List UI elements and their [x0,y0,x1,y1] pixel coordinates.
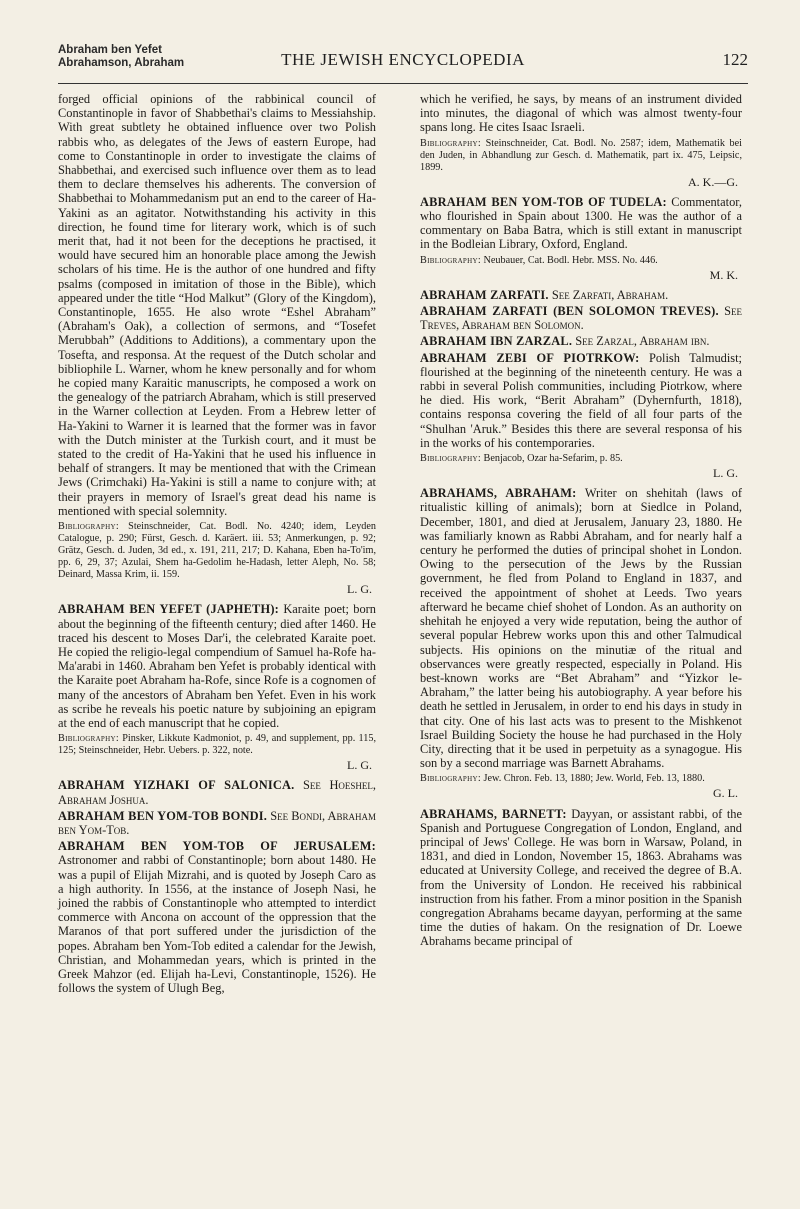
cross-reference[interactable]: See Treves, Abraham ben Solomon. [420,304,743,333]
entry-body: Polish Talmudist; flourished at the beginning of the nineteenth century. He was a rabbi in several Polish communities, including Piotrkow, where he died. His work, “Berit Abraham” (Dyhernfurth, 1818), contains responsa covering the field of all four parts of the “Shulhan 'Aruk.” Besides this there are several responsa of his in the works of his contemporaries. [420,350,742,450]
entry-abraham-zarfati [420,288,742,302]
author-initials: L. G. [713,466,738,481]
author-initials: M. K. [709,267,738,282]
entry-headword: ABRAHAM BEN YOM-TOB OF TUDELA: [420,194,667,209]
right-column [420,92,742,951]
bibliography-label: Bibliography: [420,254,481,266]
left-column [58,92,376,997]
entry-headword: ABRAHAM BEN YOM-TOB OF JERUSALEM: [58,839,376,854]
bibliography-label: Bibliography: [420,453,481,465]
entry-body: Commentator, who flourished in Spain about 1300. He was the author of a commentary on Baba Batra, which is still extant in manuscript in the Bodleian Library, Oxford, England. [420,194,742,252]
bibliography [420,138,742,174]
bibliography-label: Bibliography: [58,733,119,745]
cross-reference[interactable]: See Zarfati, Abraham. [551,287,669,302]
entry-headword: ABRAHAM BEN YEFET (JAPHETH): [58,602,280,617]
author-initials: G. L. [713,786,738,801]
bibliography [420,773,742,785]
entry-abrahams-barnett [420,807,742,949]
page-number: 122 [722,50,748,69]
cross-reference[interactable]: See Zarzal, Abraham ibn. [575,334,710,349]
entry-abraham-zarfati-treves [420,304,742,332]
entry-headword: ABRAHAM YIZHAKI OF SALONICA. [58,778,295,793]
cross-reference[interactable]: See Hoeshel, Abraham Joshua. [58,778,376,807]
cross-reference[interactable]: See Bondi, Abraham ben Yom-Tob. [58,808,376,837]
entry-continuation [420,92,742,189]
entry-headword: ABRAHAM ZARFATI. [420,287,549,302]
entry-abraham-zebi-of-piotrkow [420,351,742,481]
bibliography-label: Bibliography: [420,137,481,149]
bibliography-label: Bibliography: [58,521,119,533]
publication-title: THE JEWISH ENCYCLOPEDIA [281,50,525,69]
bibliography-text: Neubauer, Cat. Bodl. Hebr. MSS. No. 446. [483,254,658,266]
entry-body: Dayyan, or assistant rabbi, of the Spanish and Portuguese Congregation of London, England, and principal of Jews' College. He was born in Warsaw, Poland, in 1831, and died in London, November 15, 1863. Abrahams was educated at University College, and received the degree of B.A. from the University of London. He received his rabbinical instruction from his father. From a minor position in the Spanish congregation Abrahams became dayyan, performing at the same time the duties of hakam. On the resignation of Dr. Loewe Abrahams became principal of [420,806,742,949]
bibliography [58,521,376,581]
entry-abraham-ben-yom-tob-of-jerusalem [58,839,376,995]
entry-headword: ABRAHAMS, BARNETT: [420,806,567,821]
entry-abrahams-abraham [420,486,742,800]
entry-abraham-ibn-zarzal [420,334,742,348]
entry-abraham-ben-yom-tob-of-tudela [420,195,742,282]
header-rule [58,83,748,84]
entry-body: forged official opinions of the rabbinical council of Constantinople in favor of Shabbethai's claims to Messiahship. With great subtlety he obtained influence over two Polish rabbis who, as delegates of the Jews of eastern Europe, had come to Constantinople in order to investigate the claims of Shabbethai, and exercised such influence over them as to lead them to declare themselves his adherents. The conversion of Shabbethai to Mohammedanism put an end to the career of Ha-Yakini as an agitator. Notwithstanding his activity in this direction, he found time for literary work, which is of such merit that, had it not been for the deceptions he practised, it would have secured him an honorable place among the Jewish scholars of his time. He is the author of one hundred and fifty psalms (composed in imitation of those in the Bible), which appeared under the title “Hod Malkut” (Glory of the Kingdom), Constantinople, 1655. He also wrote “Eshel Abraham” (Abraham's Oak), a collection of sermons, and “Tosefet Merubbah” (Additions to Additions), a commentary upon the Tosefta, and responsa. At the request of the Dutch scholar and bibliophile L. Warner, whom he knew personally and for whom he copied many Karaitic manuscripts, he composed a work on the genealogy of the patriarch Abraham, which is still preserved in the Warner collection at Leyden. From a Hebrew letter of Ha-Yakini to Warner it is learned that the former was in favor with the Dutch minister at the Turkish court, and it must be stated to the credit of Ha-Yakini that he used his influence in behalf of strangers. It may be mentioned that with the Crimean Jews (Crimchaki) Ha-Yakini is still a name to conjure with; at their prayers in memory of Israel's great dead his name is mentioned with special solemnity. [58,92,376,518]
entry-headword: ABRAHAM ZEBI OF PIOTRKOW: [420,350,640,365]
entry-headword: ABRAHAM IBN ZARZAL. [420,334,573,349]
author-initials: L. G. [347,758,372,773]
entry-abraham-ben-yom-tob-bondi [58,809,376,837]
entry-headword: ABRAHAM ZARFATI (BEN SOLOMON TREVES). [420,304,719,319]
running-header [58,44,748,78]
entry-continuation [58,92,376,596]
bibliography-text: Benjacob, Ozar ha-Sefarim, p. 85. [483,453,623,465]
author-initials: L. G. [347,582,372,597]
bibliography [420,255,742,267]
entry-headword: ABRAHAMS, ABRAHAM: [420,486,577,501]
bibliography-label: Bibliography: [420,773,481,785]
entry-headword: ABRAHAM BEN YOM-TOB BONDI. [58,808,268,823]
author-initials: A. K.—G. [688,174,738,189]
guide-word-last: Abrahamson, Abraham [58,57,185,69]
entry-body: Writer on shehitah (laws of ritualistic killing of animals); born at Siedlce in Poland, December, 1801, and died at Jerusalem, January 23, 1880. He was familiarly known as Rabbi Abraham, and for nearly half a century he performed the duties of principal shohet in London. Owing to the persecution of the Jews by the Russian government, he fled from Poland to England in 1837, and received the appointment of shohet at Leeds. Two years afterward he became chief shohet of London. As an authority on shehitah he enjoyed a very wide reputation, being the author of several popular Hebrew works upon this and other Talmudical subjects. His opinions on the minutiæ of the ritual and observances were greatly respected, especially in Poland. His best-known works are “Bet Abraham” and “Yizkor le-Abraham,” the latter being his autobiography. A year before his death he settled in Jerusalem, in order to end his days in study in that city. One of his last acts was to present to the Mishkenot Israel Building Society the house he had purchased in the Holy City, directing that it be used in perpetuity as a synagogue. His son by a second marriage was Barnett Abrahams. [420,486,742,771]
entry-body: Astronomer and rabbi of Constantinople; born about 1480. He was a pupil of Elijah Mizrahi, and is quoted by Joseph Caro as a high authority. In 1556, at the instance of Joseph Nasi, he joined the rabbis of Constantinople who attempted to interdict commerce with Ancona on account of the oppression that the Maranos of that port suffered under the jurisdiction of the popes. Abraham ben Yom-Tob edited a calendar for the Jewish, Christian, and Mohammedan years, which is printed in the Greek Mahzor (ed. Elijah ha-Levi, Constantinople, 1526). He follows the system of Ulugh Beg, [58,853,376,996]
entry-body: Karaite poet; born about the beginning of the fifteenth century; died after 1460. He traced his descent to Moses Dar'i, the celebrated Karaite poet. He copied the religio-legal compendium of Samuel ha-Rofe ha-Ma'arabi in 1460. Abraham ben Yefet is probably identical with the Karaite poet Abraham ha-Rofe, since Rofe is a cognomen of many of the ancestors of Abraham ben Yefet. Even in his work as scribe he reveals his poetic nature by subjoining an epigram at the end of each manuscript that he copied. [58,602,376,730]
bibliography [58,733,376,757]
bibliography-text: Steinschneider, Cat. Bodl. No. 4240; idem, Leyden Catalogue, p. 290; Fürst, Gesch. d. Karäert. iii. 53; Anmerkungen, p. 92; Grätz, Gesch. d. Juden, 3d ed., x. 191, 211, 217; D. Kahana, Eben ha-To'im, pp. 6, 29, 37; Azulai, Shem ha-Gedolim he-Hadash, letter Aleph, No. 58; Deinard, Massa Krim, ii. 159. [58,521,376,581]
bibliography-text: Pinsker, Likkute Kadmoniot, p. 49, and supplement, pp. 115, 125; Steinschneider, Hebr. Uebers. p. 322, note. [58,733,377,757]
bibliography-text: Steinschneider, Cat. Bodl. No. 2587; idem, Mathematik bei den Juden, in Abhandlung zur Gesch. d. Mathematik, part ix. 475, Leipsic, 1899. [420,137,743,173]
bibliography [420,453,742,465]
entry-body: which he verified, he says, by means of an instrument divided into minutes, the diagonal of which was almost twenty-four spans long. He cites Isaac Israeli. [420,92,742,135]
bibliography-text: Jew. Chron. Feb. 13, 1880; Jew. World, Feb. 13, 1880. [483,773,705,785]
guide-word-first: Abraham ben Yefet [58,44,162,56]
entry-abraham-yizhaki [58,778,376,806]
entry-abraham-ben-yefet [58,602,376,772]
